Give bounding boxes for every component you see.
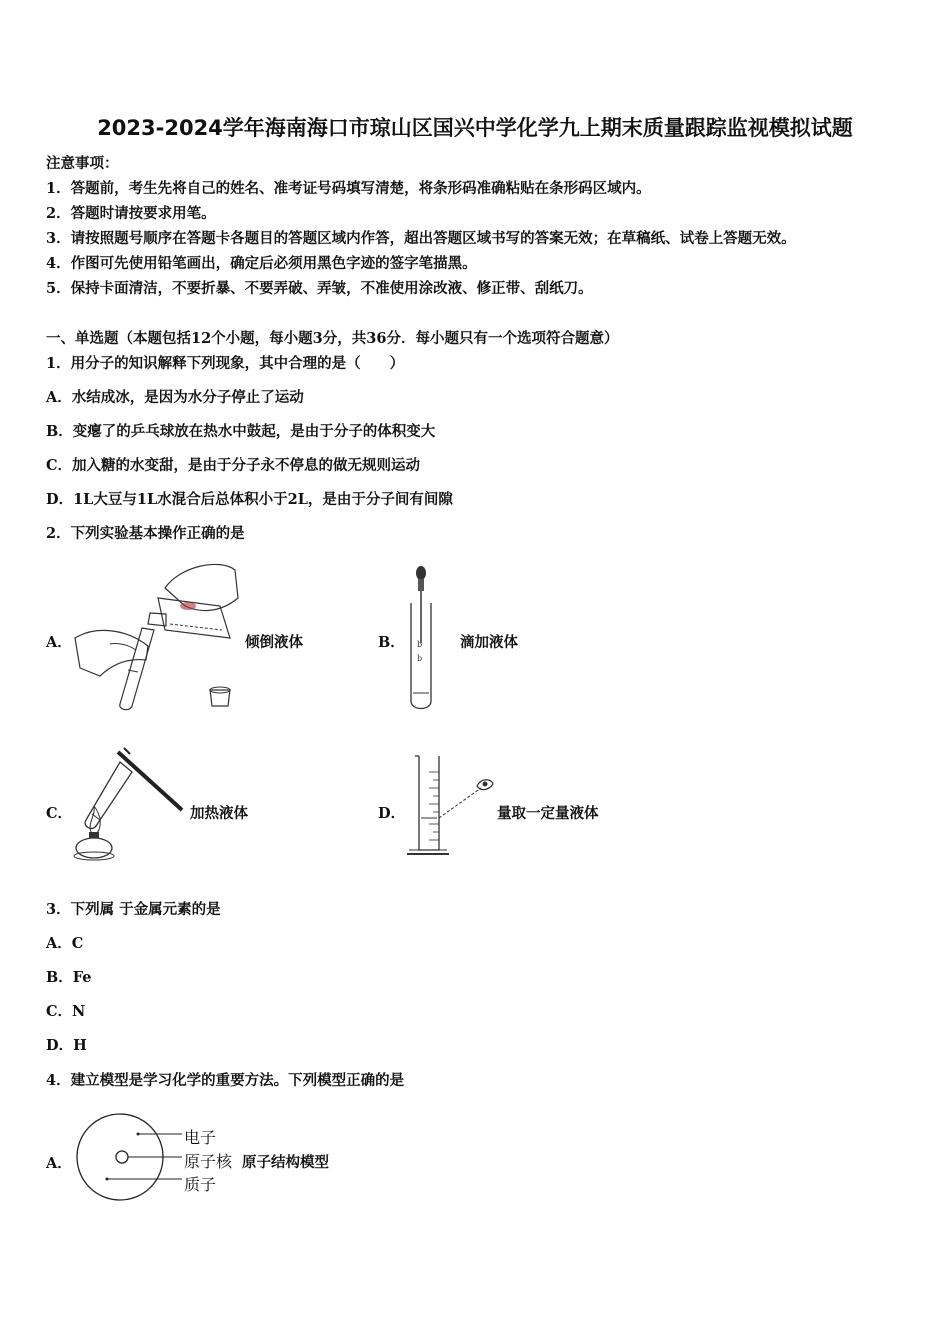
question-2-option-b-caption: 滴加液体 xyxy=(460,634,518,651)
notice-item: 4．作图可先使用铅笔画出，确定后必须用黑色字迹的签字笔描黑。 xyxy=(46,255,477,272)
measuring-liquid-figure xyxy=(405,752,500,862)
notice-item: 1．答题前，考生先将自己的姓名、准考证号码填写清楚，将条形码准确粘贴在条形码区域内。 xyxy=(46,180,651,197)
atom-label-proton: 质子 xyxy=(184,1175,217,1194)
notice-heading: 注意事项： xyxy=(46,155,119,172)
svg-text:b: b xyxy=(417,654,423,663)
pouring-liquid-figure xyxy=(70,558,240,713)
notice-item: 5．保持卡面清洁，不要折暴、不要弄破、弄皱，不准使用涂改液、修正带、刮纸刀。 xyxy=(46,280,593,297)
question-1-option-b: B．变瘪了的乒乓球放在热水中鼓起，是由于分子的体积变大 xyxy=(46,423,436,440)
atom-label-nucleus: 原子核 xyxy=(184,1152,233,1171)
heating-liquid-figure xyxy=(70,744,185,864)
question-2-option-d-letter: D． xyxy=(378,805,406,822)
question-2-stem: 2．下列实验基本操作正确的是 xyxy=(46,525,245,542)
question-3-stem: 3．下列属 于金属元素的是 xyxy=(46,901,221,918)
question-1-option-d: D．1L大豆与1L水混合后总体积小于2L，是由于分子间有间隙 xyxy=(46,491,453,508)
question-2-option-d-caption: 量取一定量液体 xyxy=(497,805,599,822)
question-4-option-a-letter: A． xyxy=(46,1155,72,1172)
question-3-option-b: B．Fe xyxy=(46,969,92,986)
question-2-option-a-caption: 倾倒液体 xyxy=(245,634,303,651)
question-2-option-c-letter: C． xyxy=(46,805,73,822)
question-2-option-b-letter: B． xyxy=(378,634,405,651)
question-4-option-a-caption: 原子结构模型 xyxy=(242,1154,329,1171)
question-1-option-a: A．水结成冰，是因为水分子停止了运动 xyxy=(46,389,304,406)
question-1-option-c: C．加入糖的水变甜，是由于分子永不停息的做无规则运动 xyxy=(46,457,421,474)
question-3-option-a: A．C xyxy=(46,935,84,952)
atom-model-figure xyxy=(76,1112,186,1202)
question-3-option-c: C．N xyxy=(46,1003,86,1020)
question-4-stem: 4．建立模型是学习化学的重要方法。下列模型正确的是 xyxy=(46,1072,405,1089)
section-heading: 一、单选题（本题包括12个小题，每小题3分，共36分．每小题只有一个选项符合题意） xyxy=(46,330,619,347)
notice-item: 2．答题时请按要求用笔。 xyxy=(46,205,216,222)
question-1-stem: 1．用分子的知识解释下列现象，其中合理的是（ ） xyxy=(46,355,405,372)
question-3-option-d: D．H xyxy=(46,1037,87,1054)
dropping-liquid-figure xyxy=(405,563,445,713)
atom-label-electron: 电子 xyxy=(184,1128,217,1147)
question-2-option-c-caption: 加热液体 xyxy=(190,805,248,822)
page-title: 2023-2024学年海南海口市琼山区国兴中学化学九上期末质量跟踪监视模拟试题 xyxy=(97,116,853,140)
notice-item: 3．请按照题号顺序在答题卡各题目的答题区域内作答，超出答题区域书写的答案无效；在草稿纸、试卷上答题无效。 xyxy=(46,230,796,247)
svg-text:b: b xyxy=(417,640,423,649)
question-2-option-a-letter: A． xyxy=(46,634,72,651)
